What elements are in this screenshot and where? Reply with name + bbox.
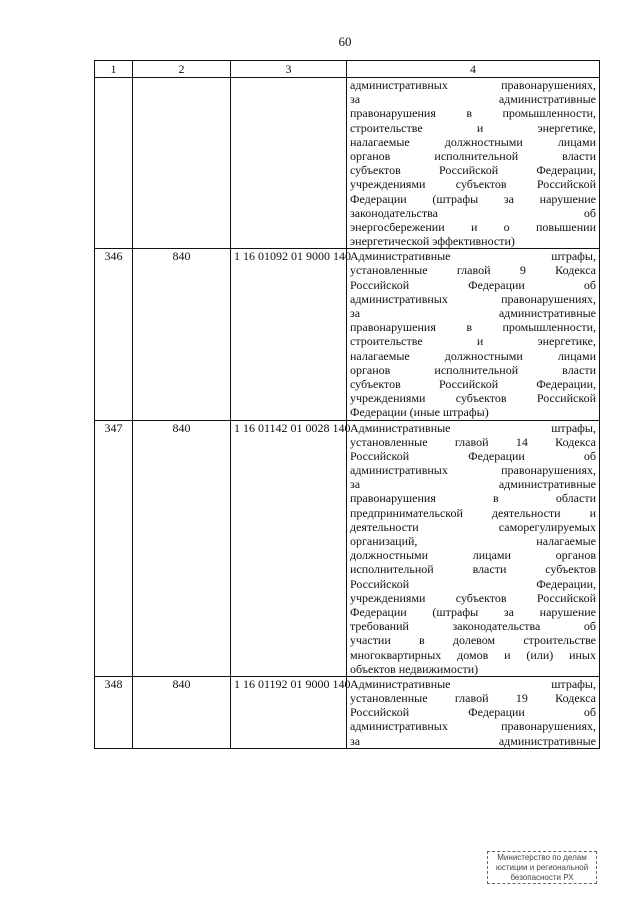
- row-number-cell: 347: [95, 420, 133, 676]
- table-row: [95, 676, 600, 748]
- table-header-row: [95, 61, 600, 78]
- description-line: за административные: [350, 92, 596, 107]
- stamp-line: безопасности РХ: [510, 873, 574, 882]
- description-line: правонарушения в промышленности,: [350, 320, 596, 335]
- admin-code-cell: [133, 78, 231, 249]
- description-line: Российской Федерации об: [350, 705, 596, 720]
- description-line: установленные главой 19 Кодекса: [350, 691, 596, 706]
- ministry-stamp: [487, 851, 597, 884]
- description-line: налагаемые должностными лицами: [350, 348, 596, 363]
- admin-code-cell: 840: [133, 249, 231, 420]
- description-line: учреждениями субъектов Российской: [350, 391, 596, 406]
- description-line: Административные штрафы,: [350, 420, 596, 435]
- budget-code-cell: 1 16 01092 01 9000 140: [231, 249, 347, 420]
- column-header-4: 4: [347, 61, 600, 78]
- description-line: налагаемые должностными лицами: [350, 134, 596, 149]
- budget-code-cell: [231, 78, 347, 249]
- description-line: установленные главой 14 Кодекса: [350, 434, 596, 449]
- row-number-cell: 348: [95, 676, 133, 748]
- description-line: Административные штрафы,: [350, 249, 596, 264]
- table-body: [95, 78, 600, 749]
- description-line: Федерации (штрафы за нарушение: [350, 604, 596, 619]
- budget-code-cell: 1 16 01192 01 9000 140: [231, 676, 347, 748]
- description-line: Российской Федерации об: [350, 277, 596, 292]
- table-row: [95, 249, 600, 420]
- description-line: правонарушения в области: [350, 491, 596, 506]
- description-line: Административные штрафы,: [350, 676, 596, 691]
- description-line: предпринимательской деятельности и: [350, 505, 596, 520]
- description-line: строительстве и энергетике,: [350, 334, 596, 349]
- description-cell: [347, 420, 600, 676]
- description-line: учреждениями субъектов Российской: [350, 590, 596, 605]
- table-row: [95, 78, 600, 249]
- description-line: установленные главой 9 Кодекса: [350, 263, 596, 278]
- description-line: за административные: [350, 477, 596, 492]
- row-number-cell: 346: [95, 249, 133, 420]
- budget-code-table: [94, 60, 600, 749]
- description-line: строительстве и энергетике,: [350, 120, 596, 135]
- description-line: исполнительной власти субъектов: [350, 562, 596, 577]
- description-line: организаций, налагаемые: [350, 534, 596, 548]
- description-cell: [347, 78, 600, 249]
- description-line: Российской Федерации,: [350, 576, 596, 591]
- description-line: Федерации (иные штрафы): [350, 405, 489, 420]
- description-line: должностными лицами органов: [350, 548, 596, 563]
- description-line: субъектов Российской Федерации,: [350, 376, 596, 391]
- description-line: субъектов Российской Федерации,: [350, 163, 596, 178]
- column-header-1: 1: [95, 61, 133, 78]
- column-header-2: 2: [133, 61, 231, 78]
- description-cell: [347, 676, 600, 748]
- description-line: административных правонарушениях,: [350, 78, 596, 92]
- description-line: административных правонарушениях,: [350, 291, 596, 306]
- admin-code-cell: 840: [133, 676, 231, 748]
- description-line: органов исполнительной власти: [350, 362, 596, 377]
- description-line: Федерации (штрафы за нарушение: [350, 191, 596, 206]
- description-line: Российской Федерации об: [350, 448, 596, 463]
- budget-code-cell: 1 16 01142 01 0028 140: [231, 420, 347, 676]
- stamp-line: юстиции и региональной: [495, 863, 589, 872]
- description-line: многоквартирных домов и (или) иных: [350, 647, 596, 662]
- row-number-cell: [95, 78, 133, 249]
- description-line: деятельности саморегулируемых: [350, 519, 596, 534]
- description-cell: [347, 249, 600, 420]
- description-line: административных правонарушениях,: [350, 463, 596, 478]
- description-line: требований законодательства об: [350, 619, 596, 634]
- description-line: участии в долевом строительстве: [350, 633, 596, 648]
- description-line: законодательства об: [350, 205, 596, 220]
- page-number: 60: [338, 34, 352, 49]
- table-row: [95, 420, 600, 676]
- description-line: учреждениями субъектов Российской: [350, 177, 596, 192]
- description-line: за административные: [350, 306, 596, 320]
- admin-code-cell: 840: [133, 420, 231, 676]
- description-line: объектов недвижимости): [350, 661, 479, 676]
- description-line: правонарушения в промышленности,: [350, 106, 596, 121]
- description-line: за административные: [350, 733, 596, 748]
- description-line: административных правонарушениях,: [350, 719, 596, 734]
- description-line: энергетической эффективности): [350, 234, 515, 249]
- description-line: энергосбережении и о повышении: [350, 219, 596, 234]
- column-header-3: 3: [231, 61, 347, 78]
- stamp-line: Министерство по делам: [497, 853, 587, 862]
- description-line: органов исполнительной власти: [350, 148, 596, 163]
